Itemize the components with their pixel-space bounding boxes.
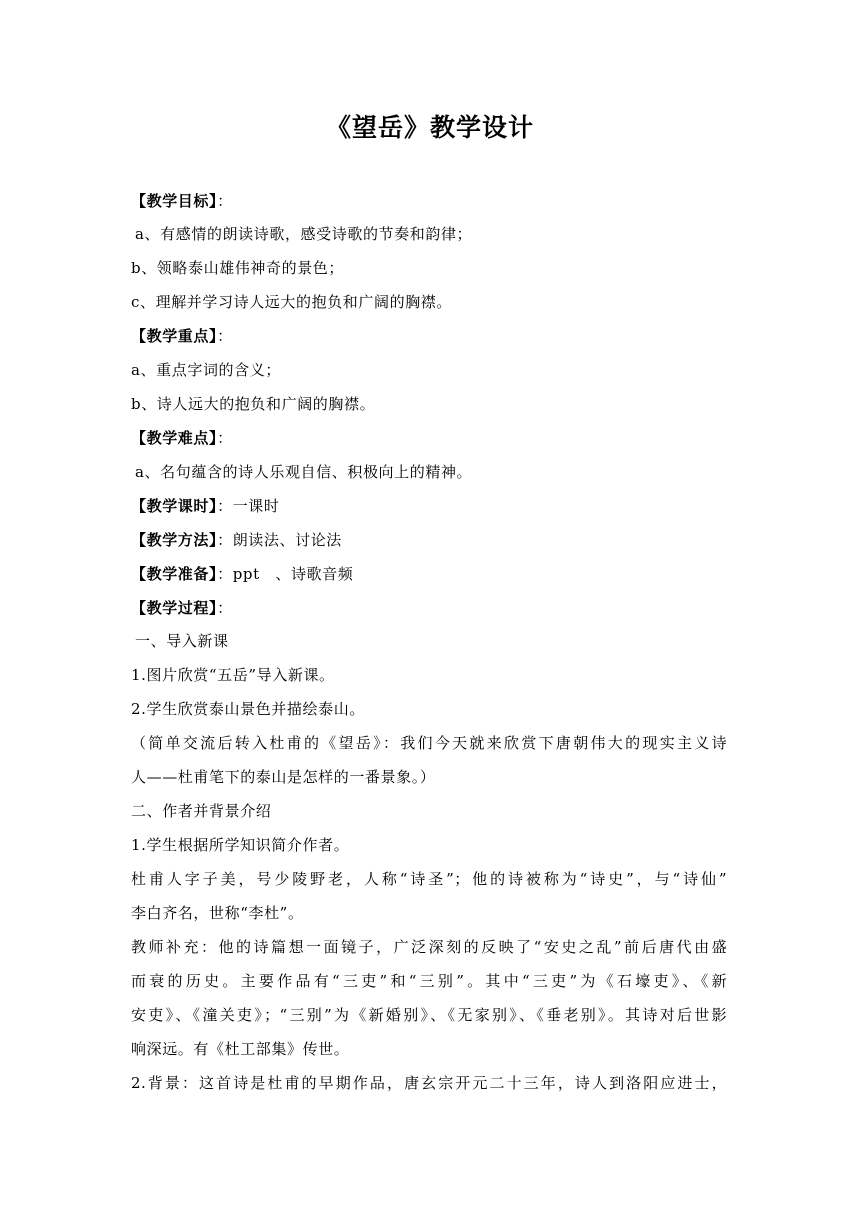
section-text: ：一课时 (217, 497, 280, 515)
section-text: ：朗读法、讨论法 (217, 531, 342, 549)
goal-item-b: b、领略泰山雄伟神奇的景色； (131, 259, 345, 277)
step-item: 2.学生欣赏泰山景色并描绘泰山。 (131, 700, 365, 718)
section-text: ： (217, 429, 233, 447)
goal-item-c: c、理解并学习诗人远大的抱负和广阔的胸襟。 (131, 293, 453, 311)
paragraph-line: 杜甫人字子美，号少陵野老，人称“诗圣”；他的诗被称为“诗史”，与“诗仙” (131, 870, 727, 888)
paragraph-line: 而衰的历史。主要作品有“三吏”和“三别”。其中“三吏”为《石壕吏》、《新 (131, 972, 727, 990)
section-text: ： (217, 599, 233, 617)
goal-item-a: a、有感情的朗读诗歌，感受诗歌的节奏和韵律； (135, 225, 473, 243)
section-label: 【教学目标】 (131, 192, 218, 210)
section-heading-difficulties (131, 427, 233, 449)
paragraph-line: 2.背景：这首诗是杜甫的早期作品，唐玄宗开元二十三年，诗人到洛阳应进士， (131, 1074, 727, 1092)
section-text: ：ppt 、诗歌音频 (217, 565, 354, 583)
section-label: 【教学准备】 (131, 565, 218, 583)
paragraph-line: 人——杜甫笔下的泰山是怎样的一番景象。） (131, 768, 436, 786)
section-label: 【教学重点】 (131, 327, 218, 345)
page-title: 《望岳》教学设计 (325, 113, 534, 142)
difficulty-item-a: a、名句蕴含的诗人乐观自信、积极向上的精神。 (135, 463, 473, 481)
section-label: 【教学方法】 (131, 531, 218, 549)
section-label: 【教学难点】 (131, 429, 218, 447)
key-item-a: a、重点字词的含义； (131, 361, 281, 379)
teaching-preparation (131, 563, 353, 585)
lesson-hours (131, 495, 280, 517)
section-heading-process (131, 597, 233, 619)
section-label: 【教学过程】 (131, 599, 218, 617)
step-heading-introduction: 一、导入新课 (135, 632, 229, 650)
paragraph-line: 响深远。有《杜工部集》传世。 (131, 1040, 350, 1058)
paragraph-line: 教师补充：他的诗篇想一面镜子，广泛深刻的反映了“安史之乱”前后唐代由盛 (131, 938, 727, 956)
step-item: 1.学生根据所学知识简介作者。 (131, 836, 350, 854)
paragraph-line: 安吏》、《潼关吏》；“三别”为《新婚别》、《无家别》、《垂老别》。其诗对后世影 (131, 1006, 727, 1024)
section-label: 【教学课时】 (131, 497, 218, 515)
section-heading-key-points (131, 325, 233, 347)
teaching-methods (131, 529, 342, 551)
section-heading-goals (131, 190, 233, 212)
section-text: ： (217, 327, 233, 345)
step-item: 1.图片欣赏“五岳”导入新课。 (131, 666, 335, 684)
paragraph-line: （简单交流后转入杜甫的《望岳》：我们今天就来欣赏下唐朝伟大的现实主义诗 (131, 734, 727, 752)
section-text: ： (217, 192, 233, 210)
key-item-b: b、诗人远大的抱负和广阔的胸襟。 (131, 395, 376, 413)
paragraph-line: 李白齐名，世称“李杜”。 (131, 904, 304, 922)
step-heading-author-background: 二、作者并背景介绍 (131, 802, 272, 820)
